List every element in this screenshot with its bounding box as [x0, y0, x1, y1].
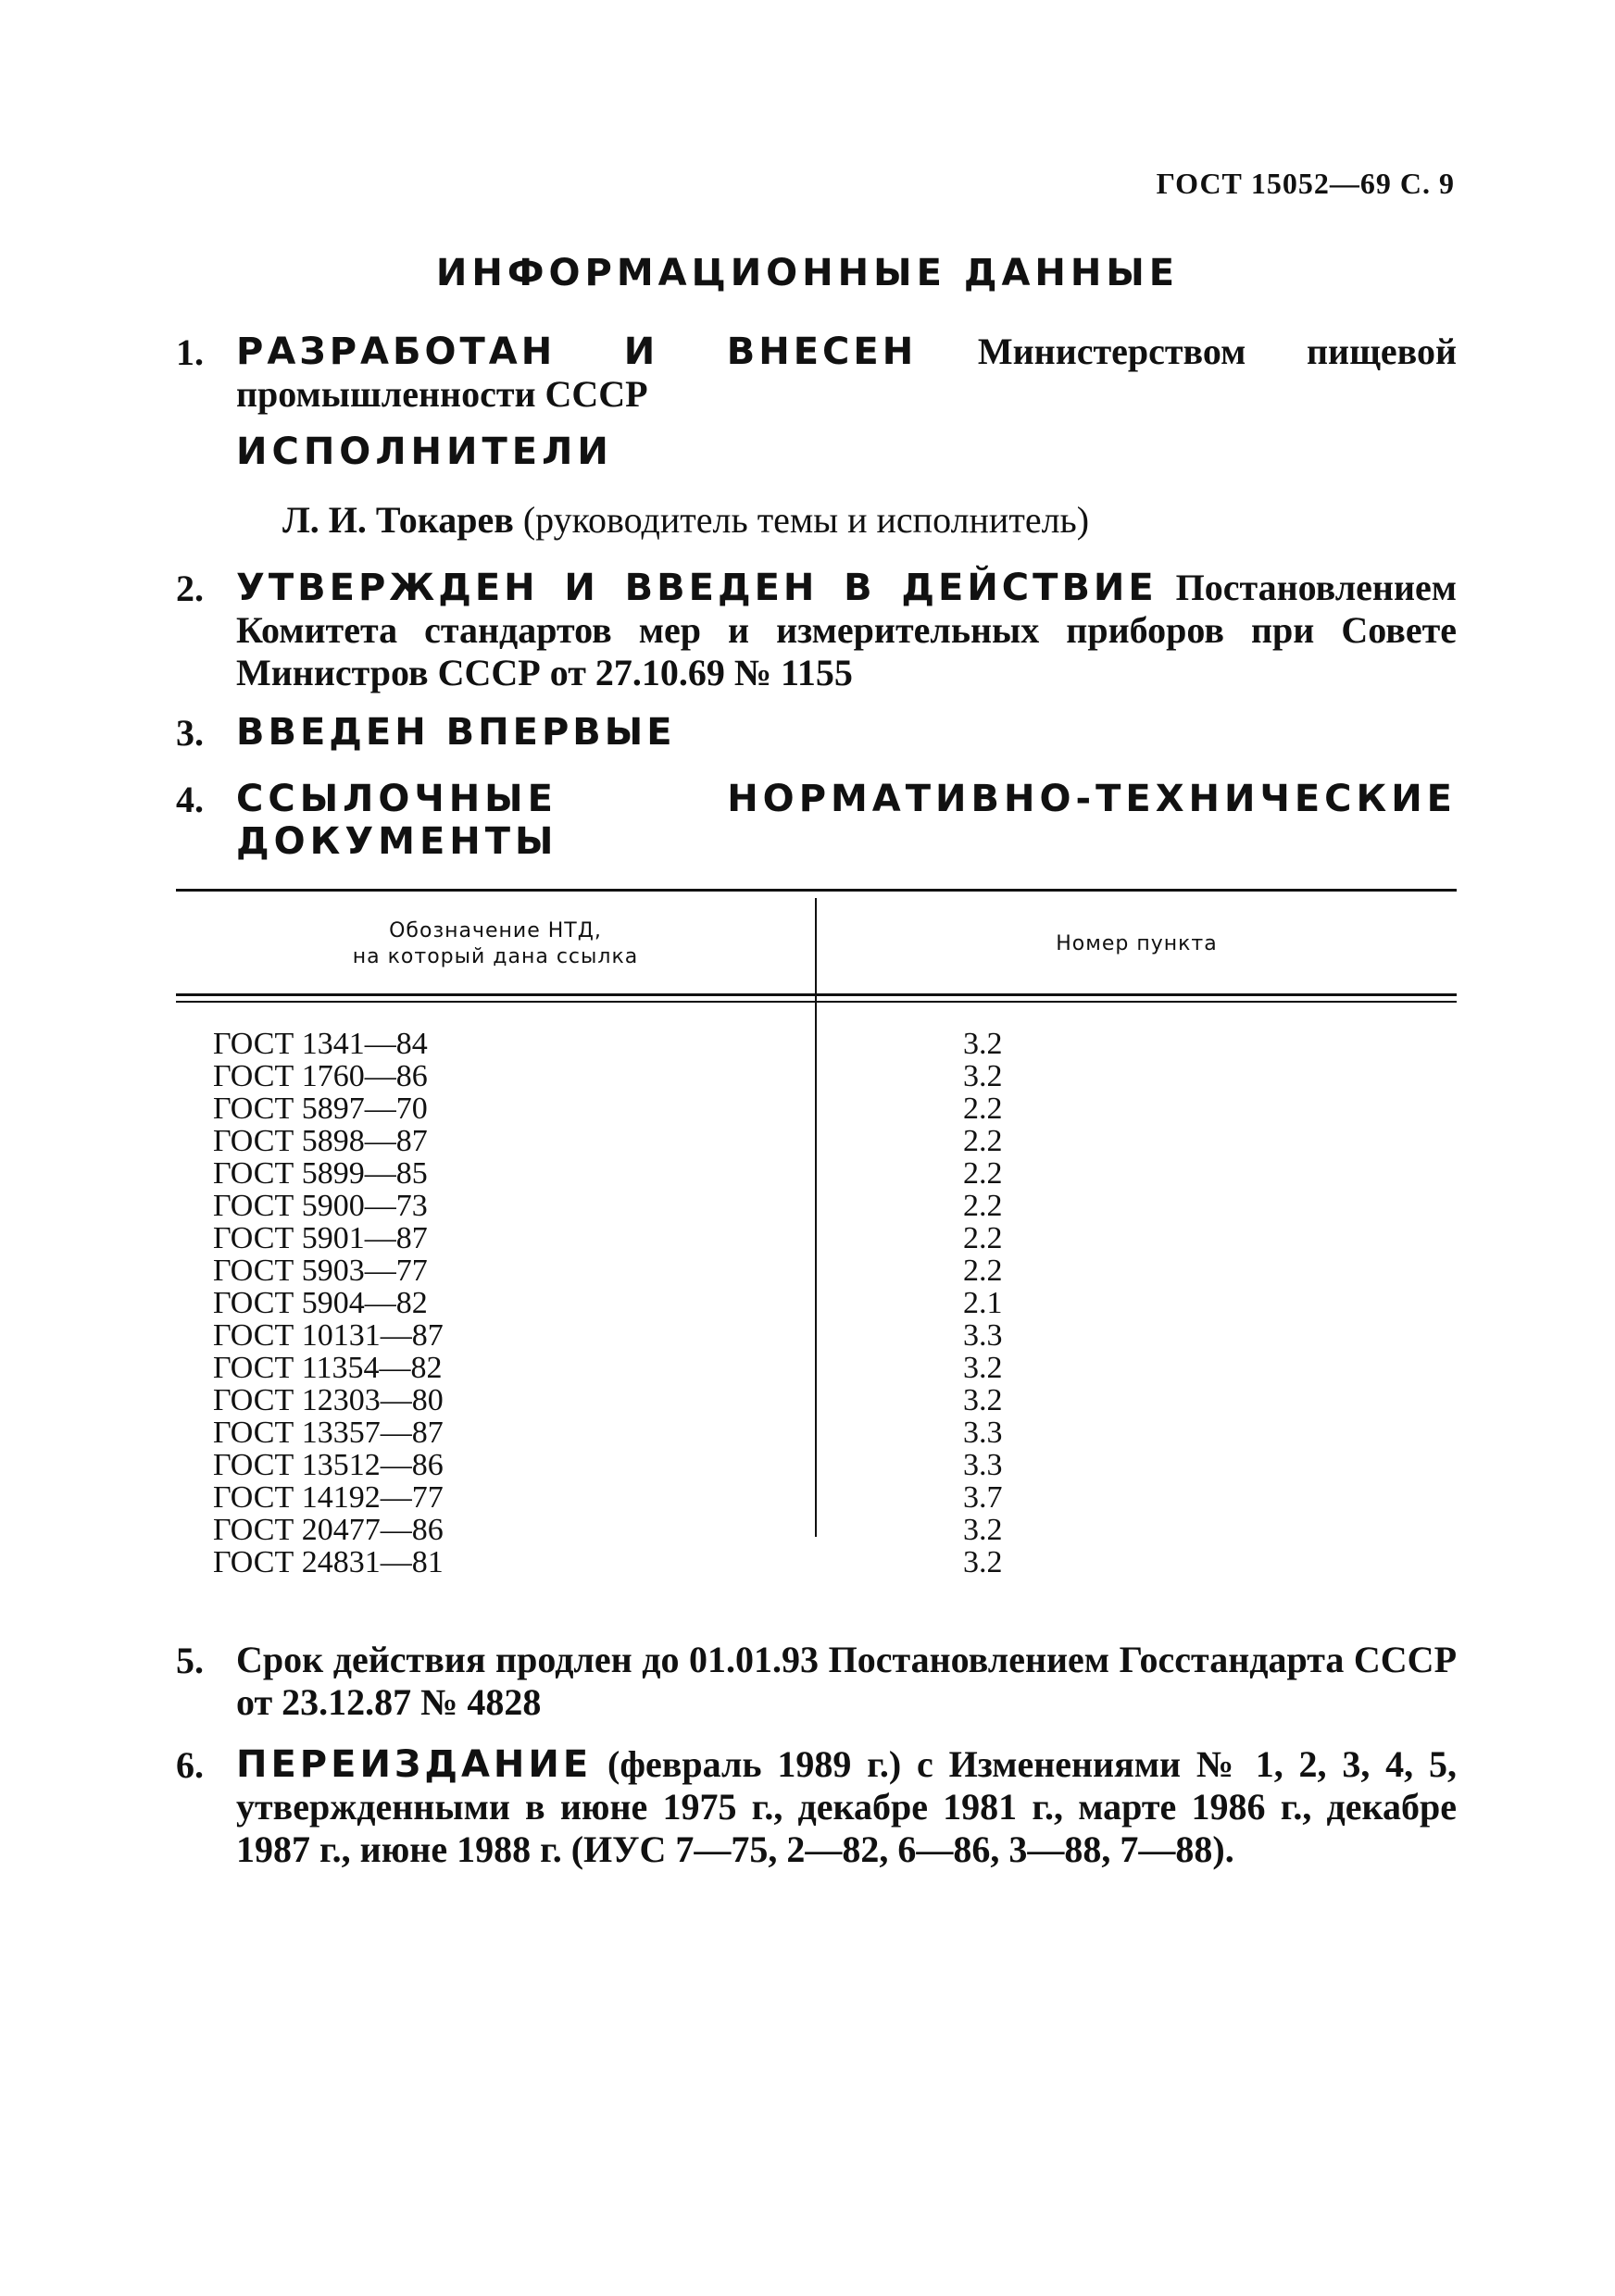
- table-header-designation-line1: Обозначение НТД,: [389, 919, 602, 942]
- table-cell-clause: 2.2: [963, 1156, 1003, 1191]
- item-2-lead: УТВЕРЖДЕН И ВВЕДЕН В ДЕЙСТВИЕ: [236, 567, 1158, 609]
- item-3-lead: ВВЕДЕН ВПЕРВЫЕ: [236, 711, 676, 754]
- item-2-paragraph: [236, 567, 1457, 694]
- table-cell-clause: 2.2: [963, 1092, 1003, 1126]
- table-top-rule: [176, 889, 1457, 892]
- executor-line: [282, 498, 1089, 542]
- table-row: [176, 1546, 1457, 1578]
- executor-name: Л. И. Токарев: [282, 499, 514, 541]
- page-header: ГОСТ 15052—69 С. 9: [1156, 167, 1455, 200]
- executors-heading: ИСПОЛНИТЕЛИ: [236, 430, 613, 473]
- table-row: [176, 1060, 1457, 1092]
- table-row: [176, 1092, 1457, 1125]
- table-row: [176, 1319, 1457, 1352]
- item-6-paragraph: [236, 1743, 1457, 1871]
- references-table: [176, 889, 1457, 1592]
- table-cell-designation: ГОСТ 11354—82: [213, 1351, 443, 1385]
- table-cell-designation: ГОСТ 5901—87: [213, 1221, 428, 1255]
- table-header-designation: [176, 918, 815, 970]
- item-5-number: 5.: [176, 1640, 204, 1681]
- table-cell-designation: ГОСТ 13357—87: [213, 1416, 444, 1450]
- table-cell-clause: 3.2: [963, 1513, 1003, 1547]
- item-1-number: 1.: [176, 331, 204, 373]
- table-header-rule: [176, 993, 1457, 996]
- table-cell-designation: ГОСТ 5899—85: [213, 1156, 428, 1191]
- item-4-paragraph: [236, 778, 1457, 863]
- table-row: [176, 1352, 1457, 1384]
- table-cell-designation: ГОСТ 20477—86: [213, 1513, 444, 1547]
- table-cell-designation: ГОСТ 5898—87: [213, 1124, 428, 1158]
- table-cell-clause: 2.2: [963, 1221, 1003, 1255]
- item-4-number: 4.: [176, 779, 204, 820]
- table-cell-clause: 3.2: [963, 1545, 1003, 1579]
- table-cell-designation: ГОСТ 24831—81: [213, 1545, 444, 1579]
- table-cell-designation: ГОСТ 14192—77: [213, 1480, 444, 1515]
- table-row: [176, 1514, 1457, 1546]
- table-cell-clause: 3.3: [963, 1318, 1003, 1353]
- table-cell-clause: 3.2: [963, 1383, 1003, 1417]
- table-cell-clause: 3.3: [963, 1416, 1003, 1450]
- table-cell-designation: ГОСТ 5903—77: [213, 1254, 428, 1288]
- table-cell-designation: ГОСТ 1341—84: [213, 1027, 428, 1061]
- table-cell-designation: ГОСТ 5904—82: [213, 1286, 428, 1320]
- item-5-paragraph: [236, 1639, 1457, 1724]
- table-row: [176, 1254, 1457, 1287]
- item-6-number: 6.: [176, 1744, 204, 1786]
- item-1-lead: РАЗРАБОТАН И ВНЕСЕН: [236, 331, 918, 373]
- table-row: [176, 1028, 1457, 1060]
- table-row: [176, 1287, 1457, 1319]
- table-row: [176, 1157, 1457, 1190]
- table-header-rule-second: [176, 1001, 1457, 1003]
- executor-role: (руководитель темы и исполнитель): [522, 499, 1090, 541]
- table-cell-designation: ГОСТ 12303—80: [213, 1383, 444, 1417]
- table-cell-clause: 3.3: [963, 1448, 1003, 1482]
- item-3-paragraph: [236, 711, 1457, 754]
- item-4-lead: ССЫЛОЧНЫЕ НОРМАТИВНО-ТЕХНИЧЕСКИЕ ДОКУМЕНТЫ: [236, 778, 1457, 863]
- table-row: [176, 1449, 1457, 1481]
- table-cell-clause: 2.2: [963, 1189, 1003, 1223]
- table-cell-clause: 3.2: [963, 1351, 1003, 1385]
- page-title: ИНФОРМАЦИОННЫЕ ДАННЫЕ: [435, 252, 1180, 294]
- table-row: [176, 1190, 1457, 1222]
- table-cell-clause: 3.7: [963, 1480, 1003, 1515]
- table-cell-designation: ГОСТ 1760—86: [213, 1059, 428, 1093]
- table-header-designation-line2: на который дана ссылка: [352, 945, 639, 968]
- item-3-number: 3.: [176, 712, 204, 754]
- item-2-number: 2.: [176, 568, 204, 609]
- item-5-text: Срок действия продлен до 01.01.93 Постановлением Госстандарта СССР от 23.12.87 № 4828: [236, 1639, 1457, 1723]
- table-cell-designation: ГОСТ 5897—70: [213, 1092, 428, 1126]
- item-1-text: Министерством пищевой промышленности СССР: [236, 331, 1457, 415]
- table-cell-designation: ГОСТ 5900—73: [213, 1189, 428, 1223]
- item-1-paragraph: [236, 331, 1457, 416]
- item-2-text: Постановлением Комитета стандартов мер и измерительных приборов при Совете Министров СССР от 27.10.69 № 1155: [236, 567, 1457, 693]
- table-cell-clause: 2.1: [963, 1286, 1003, 1320]
- table-row: [176, 1416, 1457, 1449]
- table-row: [176, 1222, 1457, 1254]
- table-cell-designation: ГОСТ 10131—87: [213, 1318, 444, 1353]
- item-6-text: (февраль 1989 г.) с Изменениями № 1, 2, 3, 4, 5, утвержденными в июне 1975 г., декабре 1981 г., марте 1986 г., декабре 1987 г., июне 1988 г. (ИУС 7—75, 2—82, 6—86, 3—88, 7—88).: [236, 1743, 1457, 1870]
- table-cell-clause: 3.2: [963, 1059, 1003, 1093]
- table-cell-clause: 2.2: [963, 1254, 1003, 1288]
- table-cell-designation: ГОСТ 13512—86: [213, 1448, 444, 1482]
- table-row: [176, 1384, 1457, 1416]
- table-cell-clause: 3.2: [963, 1027, 1003, 1061]
- table-cell-clause: 2.2: [963, 1124, 1003, 1158]
- table-body: [176, 1028, 1457, 1578]
- table-header-clause: Номер пункта: [1056, 932, 1218, 955]
- table-row: [176, 1125, 1457, 1157]
- item-6-lead: ПЕРЕИЗДАНИЕ: [236, 1743, 593, 1786]
- table-row: [176, 1481, 1457, 1514]
